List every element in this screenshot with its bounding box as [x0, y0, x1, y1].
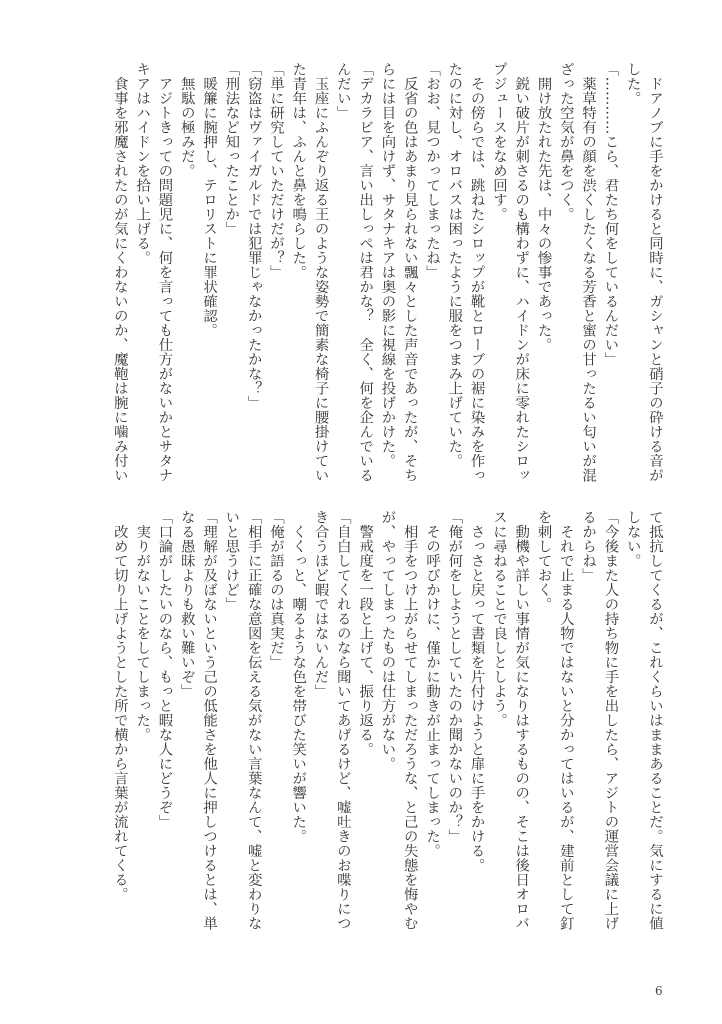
text-line: 警戒度を一段と上げて、振り返る。 [357, 510, 374, 757]
text-line: 「今後また人の持ち物に手を出したら、アジトの運営会議に上げ [602, 510, 619, 931]
text-line: アジトきっての問題児に、何を言っても仕方がないかとサタナ [156, 62, 173, 483]
text-line: 実りがないことをしてしまった。 [134, 510, 151, 742]
text-line: キアはハイドンを拾い上げる。 [134, 62, 151, 265]
text-line: たのに対し、オロバスは困ったように服をつまみ上げていた。 [446, 62, 463, 468]
text-line: 「単に研究していただけだが？」 [267, 62, 284, 280]
text-line: しない。 [624, 510, 641, 568]
text-line: くくっと、嘲るような色を帯びた笑いが響いた。 [290, 510, 307, 844]
text-line: ドアノブに手をかけると同時に、ガシャンと硝子の砕ける音が [647, 62, 663, 483]
text-line: 「理解が及ばないという己の低能さを他人に押しつけるとは、単 [201, 510, 218, 931]
text-line: 薬草特有の顔を渋くしたくなる芳香と蜜の甘ったるい匂いが混 [580, 62, 597, 483]
text-line: スに尋ねることで良しとしよう。 [490, 510, 507, 728]
text-line: その傍らでは、跳ねたシロップが靴とローブの裾に染みを作っ [468, 62, 485, 483]
text-line: その呼びかけに、僅かに動きが止まってしまった。 [424, 510, 441, 858]
text-line: 玉座にふんぞり返る王のような姿勢で簡素な椅子に腰掛けてい [312, 62, 329, 483]
text-line: んだい」 [334, 62, 351, 120]
text-line: 「デカラビア、言い出しっぺは君かな？ 全く、何を企んでいる [357, 62, 374, 483]
text-line: き合うほど暇ではないんだ」 [312, 510, 329, 699]
page-number: 6 [655, 984, 663, 998]
text-line: を刺しておく。 [535, 510, 552, 612]
text-line: 鋭い破片が刺さるのも構わずに、ハイドンが床に零れたシロッ [513, 62, 530, 483]
text-line: た青年は、ふんと鼻を鳴らした。 [290, 62, 307, 280]
text-line: て抵抗してくるが、これくらいはままあることだ。気にするに値 [647, 510, 663, 931]
text-line: らには目を向けず、サタナキアは奥の影に視線を投げかけた。 [379, 62, 396, 468]
text-line: 動機や詳しい事情が気になりはするものの、そこは後日オロバ [513, 510, 530, 931]
text-line: 開け放たれた先は、中々の惨事であった。 [535, 62, 552, 352]
text-block-top [109, 62, 666, 502]
text-line: 「刑法など知ったことか」 [223, 62, 240, 236]
text-line: プジュースをなめ回す。 [490, 62, 507, 222]
text-line: なる愚昧よりも救い難いぞ」 [178, 510, 195, 699]
text-line: が、やってしまったものは仕方がない。 [379, 510, 396, 771]
text-line: それで止まる人物ではないと分かってはいるが、建前として釘 [557, 510, 574, 931]
text-line: 反省の色はあまり見られない飄々とした声音であったが、そち [401, 62, 418, 483]
text-line: 「自白してくれるのなら聞いてあげるけど、嘘吐きのお喋りにつ [334, 510, 351, 931]
text-line: 改めて切り上げようとした所で横から言葉が流れてくる。 [111, 510, 128, 902]
text-line: 「俺が何をしようとしていたのか聞かないのか？」 [446, 510, 463, 844]
text-line: 「相手に正確な意図を伝える気がない言葉なんて、嘘と変わりな [245, 510, 262, 931]
text-line: 無駄の極みだ。 [178, 62, 195, 178]
text-line: 「おお、見つかってしまったね」 [424, 62, 441, 280]
text-line: いと思うけど」 [223, 510, 240, 612]
text-line: した。 [624, 62, 641, 106]
text-line: 「…………こら、君たち何をしているんだい」 [602, 62, 619, 367]
text-line: ざった空気が鼻をつく。 [557, 62, 574, 222]
text-line: 「俺が語るのは真実だ」 [267, 510, 284, 670]
text-block-bottom [109, 510, 666, 930]
text-line: 相手をつけ上がらせてしまっただろうな、と己の失態を悔やむ [401, 510, 418, 931]
text-line: るからね」 [580, 510, 597, 583]
text-line: 食事を邪魔されたのが気にくわないのか、魔鞄は腕に噛み付い [111, 62, 128, 483]
text-line: 暖簾に腕押し、テロリストに罪状確認。 [201, 62, 218, 338]
text-line: さっさと戻って書類を片付けようと扉に手をかける。 [468, 510, 485, 873]
text-line: 「窃盗はヴァイガルドでは犯罪じゃなかったかな？」 [245, 62, 262, 410]
text-line: 「口論がしたいのなら、もっと暇な人にどうぞ」 [156, 510, 173, 829]
